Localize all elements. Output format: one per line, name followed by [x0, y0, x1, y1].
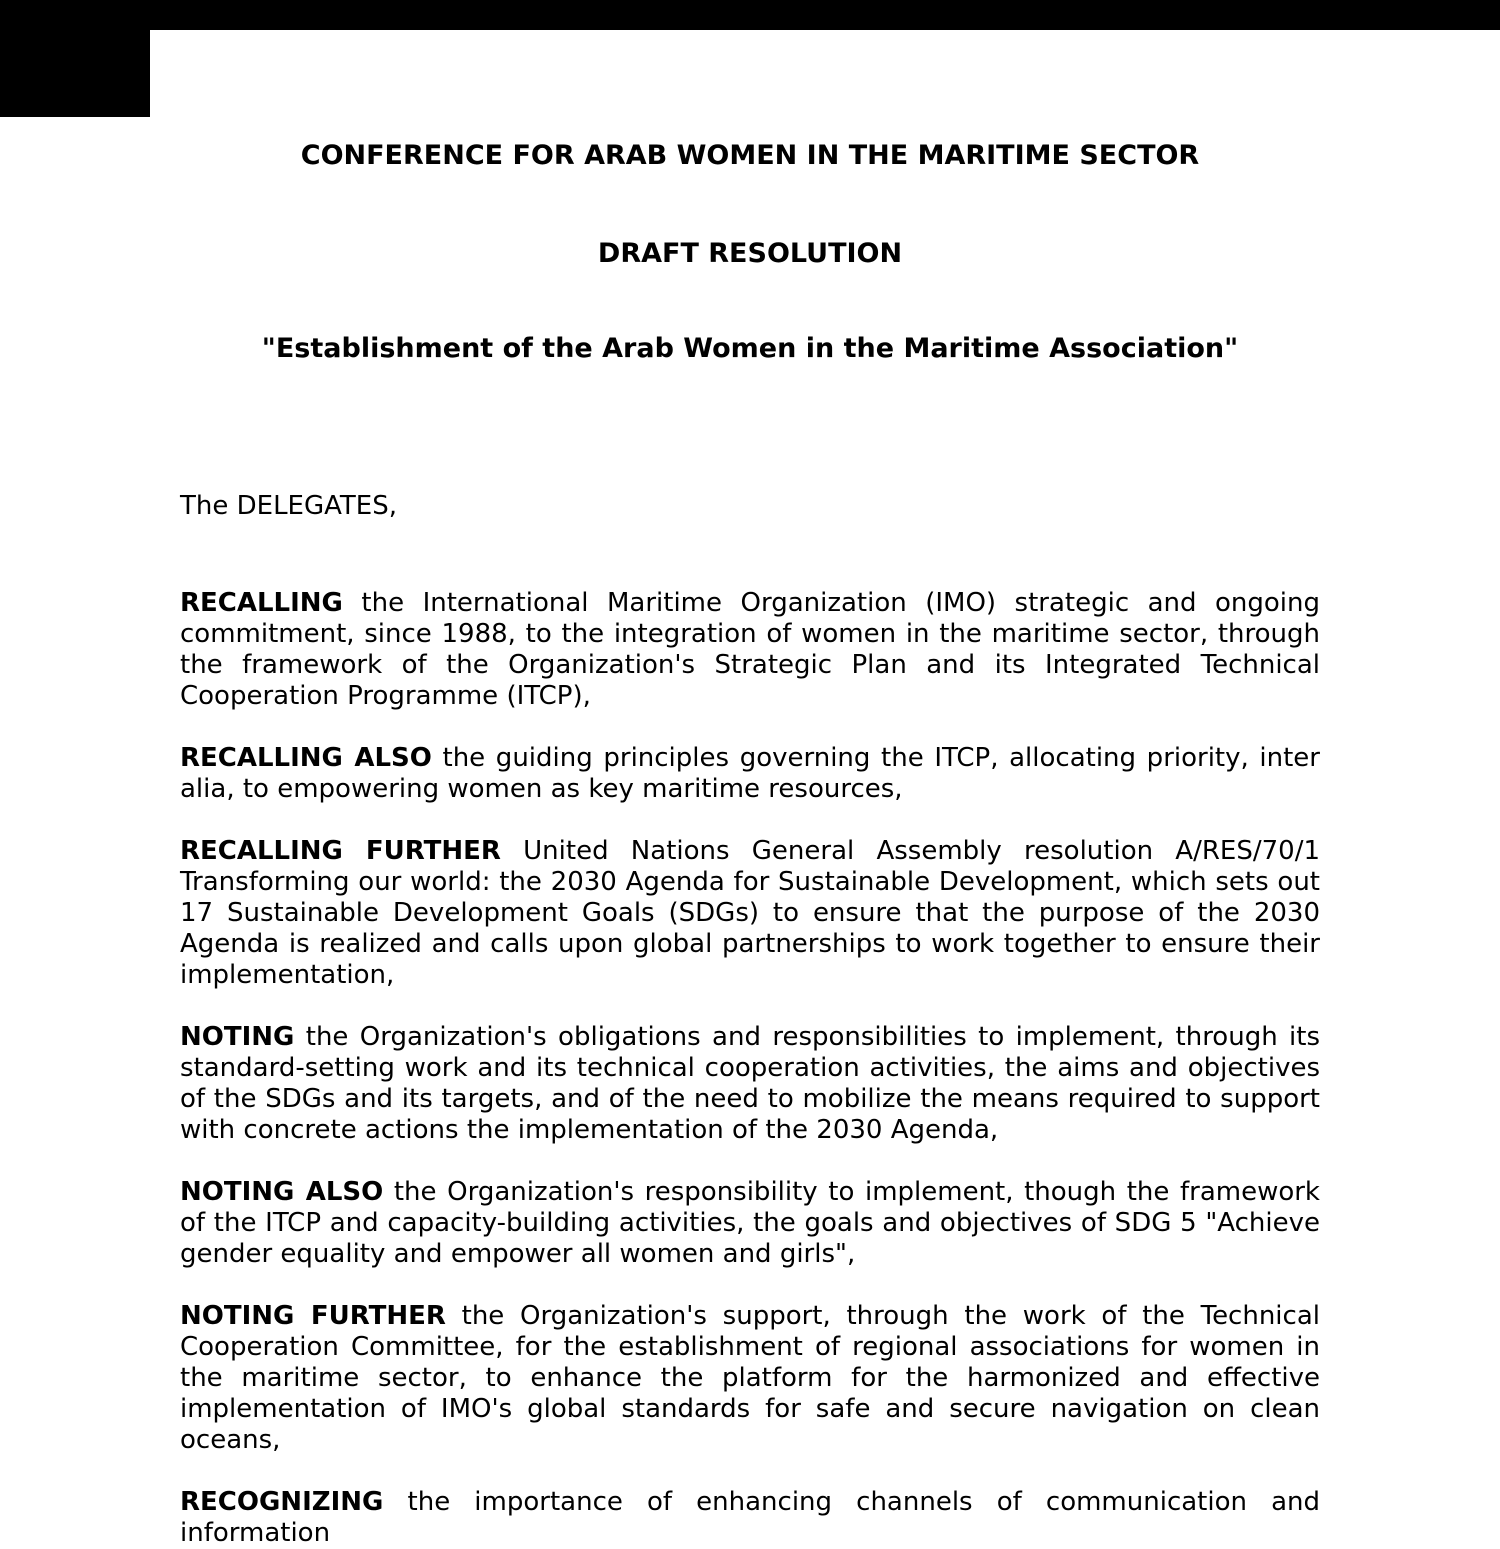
paragraph-text: the Organization's responsibility to implement, though the framework of the ITCP and capacity-building activities, the goals and objectives of SDG 5 "Achieve gender equality and empower all women and girls",	[180, 1177, 1320, 1269]
paragraph-text: United Nations General Assembly resolution A/RES/70/1 Transforming our world: the 2030 Agenda for Sustainable Development, which sets out 17 Sustainable Development Goals (SDGs) to ensure that the purpose of the 2030 Agenda is realized and calls upon global partnerships to work together to ensure their implementation,	[180, 836, 1321, 990]
resolution-subject-title: "Establishment of the Arab Women in the Maritime Association"	[261, 333, 1239, 364]
paragraph-noting-further	[180, 1301, 1320, 1456]
paragraph-recalling-also	[180, 743, 1320, 805]
paragraph-lead: RECOGNIZING	[180, 1487, 384, 1517]
paragraph-lead: RECALLING	[180, 588, 343, 618]
paragraph-lead: NOTING	[180, 1022, 295, 1052]
paragraph-recalling-further	[180, 836, 1320, 991]
paragraph-lead: RECALLING ALSO	[180, 743, 432, 773]
paragraph-lead: NOTING ALSO	[180, 1177, 384, 1207]
paragraph-lead: RECALLING FURTHER	[180, 836, 501, 866]
conference-title: CONFERENCE FOR ARAB WOMEN IN THE MARITIME SECTOR	[300, 140, 1200, 171]
paragraph-noting-also	[180, 1177, 1320, 1270]
paragraph-text: the International Maritime Organization (IMO) strategic and ongoing commitment, since 1988, to the integration of women in the maritime sector, through the framework of the Organization's Strategic Plan and its Integrated Technical Cooperation Programme (ITCP),	[180, 588, 1321, 711]
paragraph-text: the Organization's obligations and responsibilities to implement, through its standard-setting work and its technical cooperation activities, the aims and objectives of the SDGs and its targets, and of the need to mobilize the means required to support with concrete actions the implementation of the 2030 Agenda,	[180, 1022, 1321, 1145]
salutation: The DELEGATES,	[180, 491, 397, 521]
paragraph-text: the Organization's support, through the work of the Technical Cooperation Committee, for the establishment of regional associations for women in the maritime sector, to enhance the platform for the harmonized and effective implementation of IMO's global standards for safe and secure navigation on clean oceans,	[180, 1301, 1320, 1455]
paragraph-noting	[180, 1022, 1320, 1146]
paragraph-text: the importance of enhancing channels of communication and information	[180, 1487, 1321, 1548]
paragraph-text: the guiding principles governing the ITCP, allocating priority, inter alia, to empowering women as key maritime resources,	[180, 743, 1320, 804]
draft-resolution-title: DRAFT RESOLUTION	[597, 238, 903, 269]
paragraph-recognizing	[180, 1487, 1320, 1549]
paragraph-recalling	[180, 588, 1320, 712]
paragraph-lead: NOTING FURTHER	[180, 1301, 446, 1331]
body-paragraphs	[180, 588, 1320, 1549]
